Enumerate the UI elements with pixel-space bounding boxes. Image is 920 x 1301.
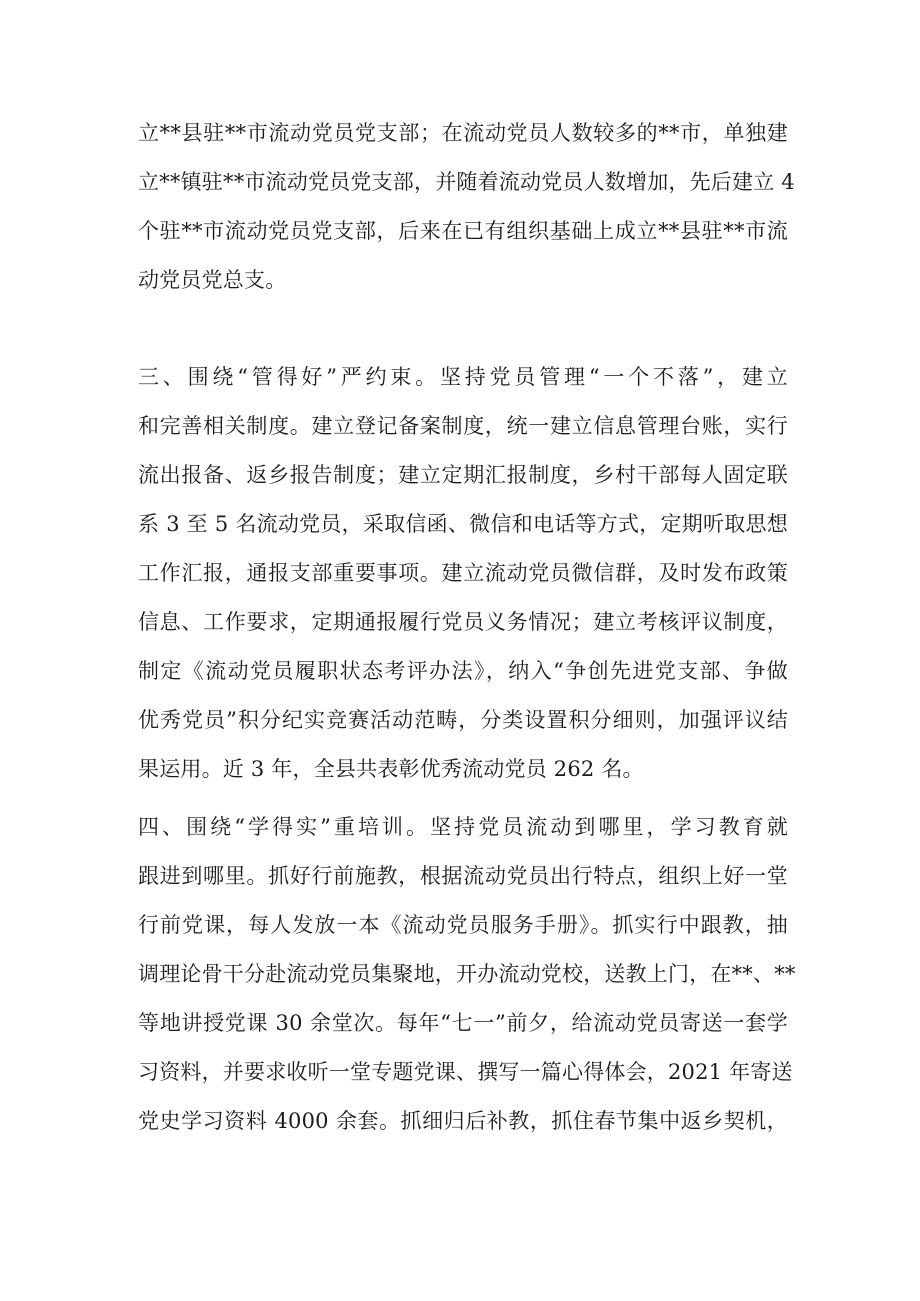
text-line: 习资料，并要求收听一堂专题党课、撰写一篇心得体会，2021 年寄送 (138, 1060, 793, 1084)
text-line: 果运用。近 3 年，全县共表彰优秀流动党员 262 名。 (138, 757, 644, 781)
text-line: 等地讲授党课 30 余堂次。每年“七一”前夕，给流动党员寄送一套学 (138, 1011, 788, 1035)
text-line: 信息、工作要求，定期通报履行党员义务情况；建立考核评议制度， (138, 610, 788, 634)
text-line: 四、围绕“学得实”重培训。坚持党员流动到哪里，学习教育就 (138, 815, 788, 839)
text-line: 党史学习资料 4000 余套。抓细归后补教，抓住春节集中返乡契机， (138, 1109, 788, 1133)
text-line: 流出报备、返乡报告制度；建立定期汇报制度，乡村干部每人固定联 (138, 463, 788, 487)
text-line: 制定《流动党员履职状态考评办法》，纳入“争创先进党支部、争做 (138, 659, 788, 683)
paragraph-branch-setup (138, 109, 795, 305)
text-line: 立**县驻**市流动党员党支部；在流动党员人数较多的**市，单独建 (138, 121, 788, 145)
text-line: 立**镇驻**市流动党员党支部，并随着流动党员人数增加，先后建立 4 (138, 170, 795, 194)
paragraph-management (138, 353, 788, 794)
text-line: 优秀党员”积分纪实竞赛活动范畴，分类设置积分细则，加强评议结 (138, 708, 788, 732)
text-line: 跟进到哪里。抓好行前施教，根据流动党员出行特点，组织上好一堂 (138, 864, 788, 888)
text-line: 和完善相关制度。建立登记备案制度，统一建立信息管理台账，实行 (138, 414, 788, 438)
text-line: 调理论骨干分赴流动党员集聚地，开办流动党校，送教上门，在**、** (138, 962, 796, 986)
paragraph-training (138, 803, 796, 1146)
text-line: 个驻**市流动党员党支部，后来在已有组织基础上成立**县驻**市流 (138, 219, 788, 243)
text-line: 动党员党总支。 (138, 268, 287, 292)
text-line: 工作汇报，通报支部重要事项。建立流动党员微信群，及时发布政策 (138, 561, 788, 585)
text-line: 三、围绕“管得好”严约束。坚持党员管理“一个不落”，建立 (138, 365, 788, 389)
text-line: 行前党课，每人发放一本《流动党员服务手册》。抓实行中跟教，抽 (138, 913, 788, 937)
text-line: 系 3 至 5 名流动党员，采取信函、微信和电话等方式，定期听取思想 (138, 512, 788, 536)
